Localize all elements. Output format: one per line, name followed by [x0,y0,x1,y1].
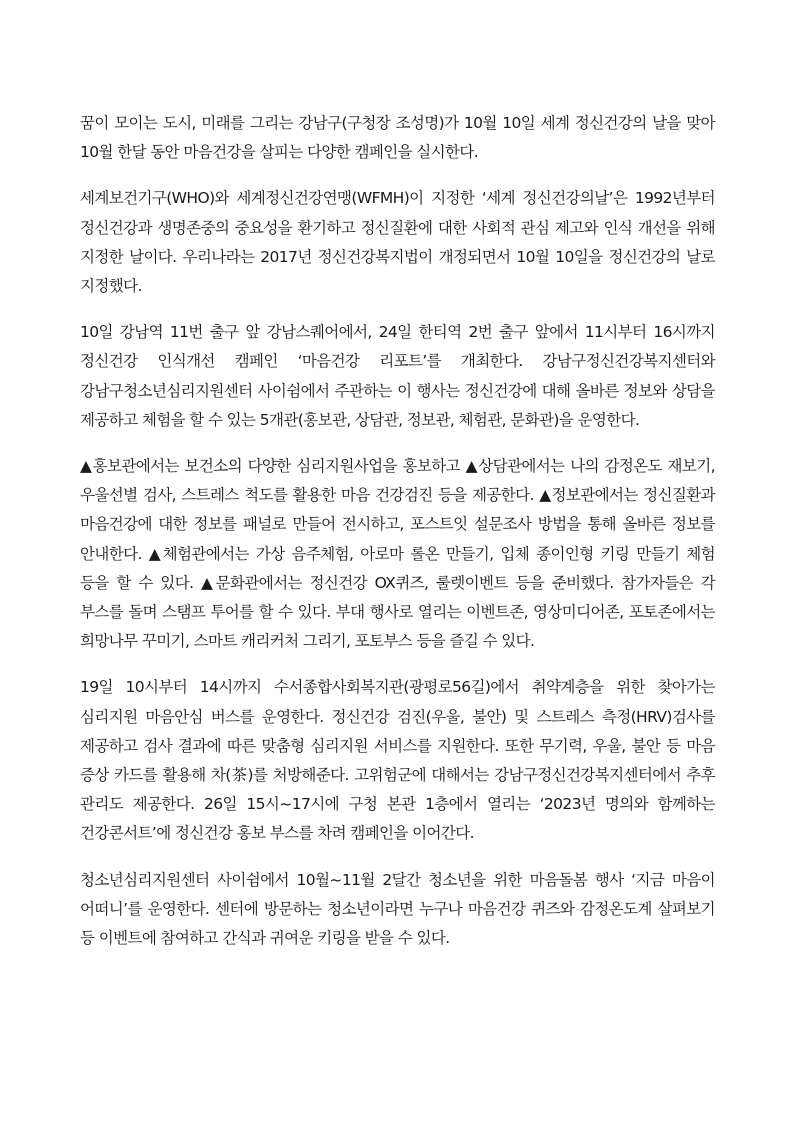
paragraph-mental-health-day: 세계보건기구(WHO)와 세계정신건강연맹(WFMH)이 지정한 ‘세계 정신건강의날’은 1992년부터 정신건강과 생명존중의 중요성을 환기하고 정신질환에 대한 사회적 관심 제고와 인식 개선을 위해 지정한 날이다. 우리나라는 2017년 정신건강복지법이 개정되면서 10월 10일을 정신건강의 날로 지정했다. [80,189,715,296]
paragraph-campaign-report: 10일 강남역 11번 출구 앞 강남스퀘어에서, 24일 한티역 2번 출구 앞에서 11시부터 16시까지 정신건강 인식개선 캠페인 ‘마음건강 리포트’를 개최한다. 강남구정신건강복지센터와 강남구청소년심리지원센터 사이쉼에서 주관하는 이 행사는 정신건강에 대해 올바른 정보와 상담을 제공하고 체험을 할 수 있는 5개관(홍보관, 상담관, 정보관, 체험관, 문화관)을 운영한다. [80,323,715,429]
paragraph-intro: 꿈이 모이는 도시, 미래를 그리는 강남구(구청장 조성명)가 10월 10일 세계 정신건강의 날을 맞아 10월 한달 동안 마음건강을 살피는 다양한 캠페인을 실시한다. [80,114,715,162]
paragraph-booths: ▲홍보관에서는 보건소의 다양한 심리지원사업을 홍보하고 ▲상담관에서는 나의 감정온도 재보기, 우울선별 검사, 스트레스 척도를 활용한 마음 건강검진 등을 제공한다. ▲정보관에서는 정신질환과 마음건강에 대한 정보를 패널로 만들어 전시하고, 포스트잇 설문조사 방법을 통해 올바른 정보를 안내한다. ▲체험관에서는 가상 음주체험, 아로마 롤온 만들기, 입체 종이인형 키링 만들기 체험 등을 할 수 있다. ▲문화관에서는 정신건강 OX퀴즈, 룰렛이벤트 등을 준비했다. 참가자들은 각 부스를 돌며 스탬프 투어를 할 수 있다. 부대 행사로 열리는 이벤트존, 영상미디어존, 포토존에서는 희망나무 꾸미기, 스마트 캐리커처 그리기, 포토부스 등을 즐길 수 있다. [80,457,715,651]
paragraph-youth-event: 청소년심리지원센터 사이쉼에서 10월~11월 2달간 청소년을 위한 마음돌봄 행사 ‘지금 마음이 어떠니’를 운영한다. 센터에 방문하는 청소년이라면 누구나 마음건강 퀴즈와 감정온도계 살펴보기 등 이벤트에 참여하고 간식과 귀여운 키링을 받을 수 있다. [80,870,715,948]
paragraph-mind-bus: 19일 10시부터 14시까지 수서종합사회복지관(광평로56길)에서 취약계층을 위한 찾아가는 심리지원 마음안심 버스를 운영한다. 정신건강 검진(우울, 불안) 및 스트레스 측정(HRV)검사를 제공하고 검사 결과에 따른 맞춤형 심리지원 서비스를 지원한다. 또한 무기력, 우울, 불안 등 마음 증상 카드를 활용해 차(茶)를 처방해준다. 고위험군에 대해서는 강남구정신건강복지센터에서 추후 관리도 제공한다. 26일 15시~17시에 구청 본관 1층에서 열리는 ‘2023년 명의와 함께하는 건강콘서트’에 정신건강 홍보 부스를 차려 캠페인을 이어간다. [80,678,715,843]
document-body [80,109,715,970]
